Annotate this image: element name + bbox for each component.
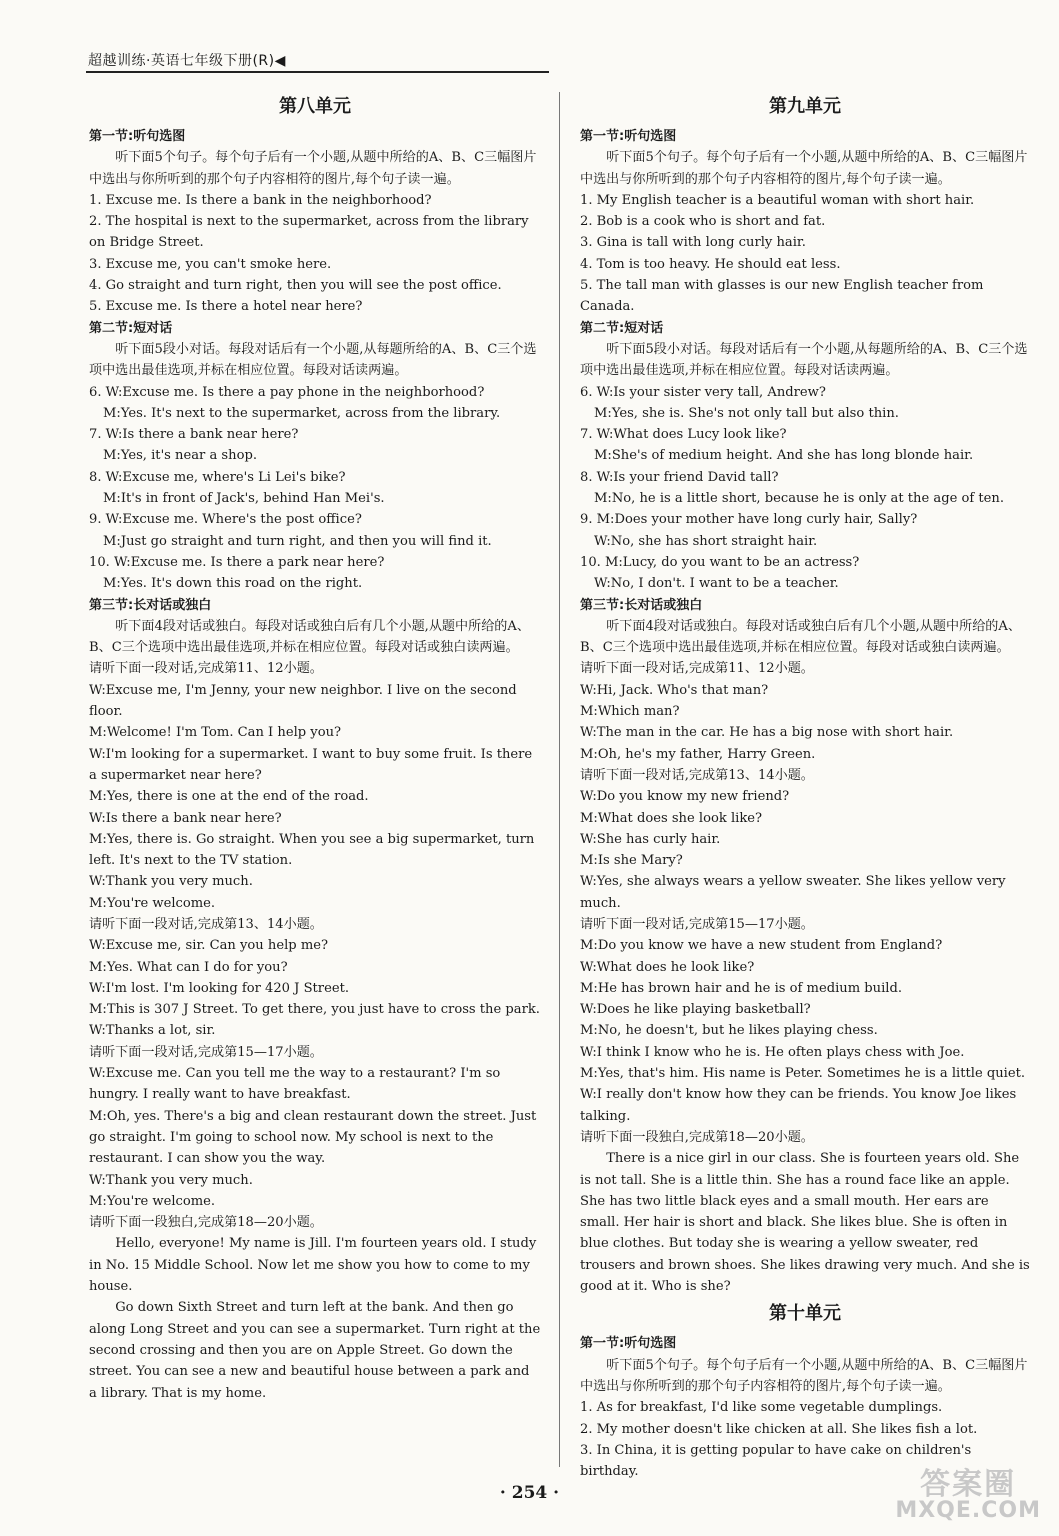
u10-sec1-item: 1. As for breakfast, I'd like some vegetable dumplings.: [580, 1400, 943, 1416]
u9-sec1-intro: 听下面5个句子。每个句子后有一个小题,从题中所给的A、B、C三幅图片中选出与你所听到的那个句子内容相符的图片,每个句子读一遍。: [580, 150, 1028, 187]
dialogue-prompt: 请听下面一段对话,完成第11、12小题。: [89, 661, 323, 677]
dialogue-line: M:Yes, it's near a shop.: [103, 448, 258, 464]
unit-9-title: 第九单元: [769, 96, 841, 117]
dialogue-line: 10. M:Lucy, do you want to be an actress?: [580, 554, 860, 570]
header-rule: [86, 71, 549, 73]
watermark-logo-text: 答案圈: [920, 1467, 1017, 1502]
u9-sec1-item: 3. Gina is tall with long curly hair.: [580, 235, 806, 251]
dialogue-line: W:I'm lost. I'm looking for 420 J Street.: [89, 980, 349, 996]
dialogue-line: M:Welcome! I'm Tom. Can I help you?: [89, 725, 342, 741]
dialogue-line: M:Yes. It's down this road on the right.: [103, 576, 363, 592]
dialogue-line: W:She has curly hair.: [580, 831, 721, 847]
dialogue-line: M:No, he doesn't, but he likes playing chess.: [580, 1023, 878, 1039]
u8-sec1-title: 第一节:听句选图: [89, 129, 186, 144]
dialogue-line: W:What does he look like?: [580, 959, 755, 975]
left-column: [89, 90, 541, 1404]
dialogue-line: 6. W:Is your sister very tall, Andrew?: [580, 384, 826, 400]
dialogue-line: W:I really don't know how they can be friends. You know Joe likes talking.: [580, 1087, 1017, 1124]
dialogue-line: W:Do you know my new friend?: [580, 789, 790, 805]
dialogue-line: 7. W:Is there a bank near here?: [89, 427, 299, 443]
page-number: · 254 ·: [499, 1483, 560, 1503]
dialogue-line: 8. W:Excuse me, where's Li Lei's bike?: [89, 469, 346, 485]
dialogue-prompt: 请听下面一段对话,完成第13、14小题。: [89, 916, 323, 932]
dialogue-line: W:Thank you very much.: [89, 1172, 253, 1188]
monologue-prompt: 请听下面一段独白,完成第18—20小题。: [89, 1215, 323, 1231]
dialogue-line: M:He has brown hair and he is of medium build.: [580, 980, 903, 996]
dialogue-line: W:Excuse me. Can you tell me the way to a restaurant? I'm so hungry. I really want to have breakfast.: [89, 1066, 501, 1103]
dialogue-line: 8. W:Is your friend David tall?: [580, 469, 779, 485]
dialogue-line: M:This is 307 J Street. To get there, you just have to cross the park.: [89, 1002, 540, 1018]
monologue-paragraph: There is a nice girl in our class. She is fourteen years old. She is not tall. She is a little thin. She has a round face like an apple. She has two little black eyes and a small mouth. Her ears are small. Her hair is short and black. She likes blue. She is often in blue clothes. But today she is wearing a yellow sweater, red trousers and brown shoes. She likes drawing very much. And she is good at it. Who is she?: [580, 1151, 1030, 1295]
u8-sec1-item: 4. Go straight and turn right, then you will see the post office.: [89, 278, 502, 294]
column-divider: [559, 92, 560, 1467]
u9-sec1-title: 第一节:听句选图: [580, 129, 677, 144]
watermark: [895, 1467, 1041, 1523]
dialogue-line: M:Yes, that's him. His name is Peter. Sometimes he is a little quiet.: [580, 1066, 1026, 1082]
u8-sec1-intro: 听下面5个句子。每个句子后有一个小题,从题中所给的A、B、C三幅图片中选出与你所听到的那个句子内容相符的图片,每个句子读一遍。: [89, 150, 537, 187]
u8-sec3-title: 第三节:长对话或独白: [89, 597, 212, 613]
u10-sec1-item: 3. In China, it is getting popular to have cake on children's birthday.: [580, 1442, 972, 1480]
dialogue-prompt: 请听下面一段对话,完成第15—17小题。: [580, 916, 814, 932]
dialogue-prompt: 请听下面一段对话,完成第13、14小题。: [580, 767, 814, 783]
dialogue-line: 9. M:Does your mother have long curly hair, Sally?: [580, 512, 918, 528]
dialogue-line: W:Yes, she always wears a yellow sweater. She likes yellow very much.: [580, 874, 1006, 911]
watermark-url: MXQE.COM: [895, 1498, 1041, 1523]
dialogue-line: W:No, I don't. I want to be a teacher.: [594, 576, 839, 592]
u10-sec1-intro: 听下面5个句子。每个句子后有一个小题,从题中所给的A、B、C三幅图片中选出与你所听到的那个句子内容相符的图片,每个句子读一遍。: [580, 1357, 1028, 1394]
dialogue-line: W:No, she has short straight hair.: [594, 533, 818, 549]
dialogue-prompt: 请听下面一段对话,完成第15—17小题。: [89, 1044, 323, 1060]
dialogue-line: 9. W:Excuse me. Where's the post office?: [89, 512, 362, 528]
u9-sec2-intro: 听下面5段小对话。每段对话后有一个小题,从每题所给的A、B、C三个选项中选出最佳选项,并标在相应位置。每段对话读两遍。: [580, 341, 1028, 379]
dialogue-line: M:Yes, there is. Go straight. When you see a big supermarket, turn left. It's next to the TV station.: [89, 831, 535, 869]
dialogue-line: 7. W:What does Lucy look like?: [580, 427, 787, 443]
dialogue-line: M:You're welcome.: [89, 895, 216, 911]
dialogue-line: W:I'm looking for a supermarket. I want to buy some fruit. Is there a supermarket near here?: [89, 746, 533, 783]
dialogue-line: M:No, he is a little short, because he is only at the age of ten.: [594, 491, 1004, 507]
u9-sec1-item: 1. My English teacher is a beautiful woman with short hair.: [580, 192, 975, 208]
monologue-paragraph: Go down Sixth Street and turn left at the bank. And then go along Long Street and you can see a supermarket. Turn right at the second crossing and then you are on Apple Street. Go down the street. You can see a new and beautiful house between a park and a library. That is my home.: [89, 1300, 541, 1401]
dialogue-line: W:Thank you very much.: [89, 874, 253, 890]
dialogue-line: M:Do you know we have a new student from England?: [580, 938, 943, 954]
u9-sec1-item: 2. Bob is a cook who is short and fat.: [580, 214, 826, 230]
u9-sec1-item: 4. Tom is too heavy. He should eat less.: [580, 256, 841, 272]
dialogue-line: M:What does she look like?: [580, 810, 763, 826]
unit-10-title: 第十单元: [769, 1303, 841, 1325]
dialogue-line: W:Does he like playing basketball?: [580, 1002, 811, 1018]
u10-sec1-title: 第一节:听句选图: [580, 1336, 677, 1352]
dialogue-line: W:Thanks a lot, sir.: [89, 1023, 216, 1039]
dialogue-line: M:Yes. It's next to the supermarket, across from the library.: [103, 405, 501, 421]
dialogue-line: W:I think I know who he is. He often plays chess with Joe.: [580, 1044, 965, 1060]
u9-sec3-intro: 听下面4段对话或独白。每段对话或独白后有几个小题,从题中所给的A、B、C三个选项中选出最佳选项,并标在相应位置。每段对话或独白读两遍。: [580, 618, 1021, 656]
running-header: 超越训练·英语七年级下册(R)◀: [88, 53, 286, 69]
monologue-paragraph: Hello, everyone! My name is Jill. I'm fourteen years old. I study in No. 15 Middle School. Now let me show you how to come to my house.: [89, 1236, 537, 1295]
u9-sec1-item: 5. The tall man with glasses is our new English teacher from Canada.: [580, 278, 984, 315]
u8-sec1-item: 5. Excuse me. Is there a hotel near here?: [89, 299, 363, 315]
dialogue-line: M:Yes, there is one at the end of the road.: [89, 789, 369, 805]
right-column: [580, 90, 1030, 1482]
u8-sec1-item: 1. Excuse me. Is there a bank in the neighborhood?: [89, 192, 432, 208]
dialogue-line: M:It's in front of Jack's, behind Han Mei's.: [103, 491, 385, 507]
dialogue-line: M:Oh, yes. There's a big and clean restaurant down the street. Just go straight. I'm going to school now. My school is next to the restaurant. I can show you the way.: [89, 1108, 537, 1167]
monologue-prompt: 请听下面一段独白,完成第18—20小题。: [580, 1129, 814, 1145]
dialogue-prompt: 请听下面一段对话,完成第11、12小题。: [580, 661, 814, 677]
dialogue-line: M:Which man?: [580, 704, 680, 720]
dialogue-line: M:You're welcome.: [89, 1193, 216, 1209]
u8-sec1-item: 2. The hospital is next to the supermarket, across from the library on Bridge Street.: [89, 214, 529, 251]
unit-8-title: 第八单元: [279, 96, 351, 117]
u10-sec1-item: 2. My mother doesn't like chicken at all. She likes fish a lot.: [580, 1421, 978, 1437]
dialogue-line: 10. W:Excuse me. Is there a park near here?: [89, 554, 385, 570]
dialogue-line: W:Hi, Jack. Who's that man?: [580, 682, 769, 698]
u8-sec1-item: 3. Excuse me, you can't smoke here.: [89, 256, 332, 272]
u8-sec3-intro: 听下面4段对话或独白。每段对话或独白后有几个小题,从题中所给的A、B、C三个选项中选出最佳选项,并标在相应位置。每段对话或独白读两遍。: [89, 618, 530, 656]
u9-sec3-title: 第三节:长对话或独白: [580, 597, 703, 613]
dialogue-line: 6. W:Excuse me. Is there a pay phone in the neighborhood?: [89, 384, 485, 400]
u8-sec2-intro: 听下面5段小对话。每段对话后有一个小题,从每题所给的A、B、C三个选项中选出最佳选项,并标在相应位置。每段对话读两遍。: [89, 341, 537, 379]
dialogue-line: M:Just go straight and turn right, and then you will find it.: [103, 533, 492, 549]
dialogue-line: M:Oh, he's my father, Harry Green.: [580, 746, 816, 762]
dialogue-line: M:Is she Mary?: [580, 853, 683, 869]
dialogue-line: M:Yes, she is. She's not only tall but also thin.: [594, 405, 899, 421]
dialogue-line: W:Excuse me, I'm Jenny, your new neighbor. I live on the second floor.: [89, 682, 517, 720]
u8-sec2-title: 第二节:短对话: [89, 320, 173, 336]
dialogue-line: W:The man in the car. He has a big nose with short hair.: [580, 725, 954, 741]
dialogue-line: W:Excuse me, sir. Can you help me?: [89, 938, 329, 954]
dialogue-line: W:Is there a bank near here?: [89, 810, 282, 826]
dialogue-line: M:She's of medium height. And she has long blonde hair.: [594, 448, 974, 464]
u9-sec2-title: 第二节:短对话: [580, 320, 664, 336]
dialogue-line: M:Yes. What can I do for you?: [89, 959, 288, 975]
